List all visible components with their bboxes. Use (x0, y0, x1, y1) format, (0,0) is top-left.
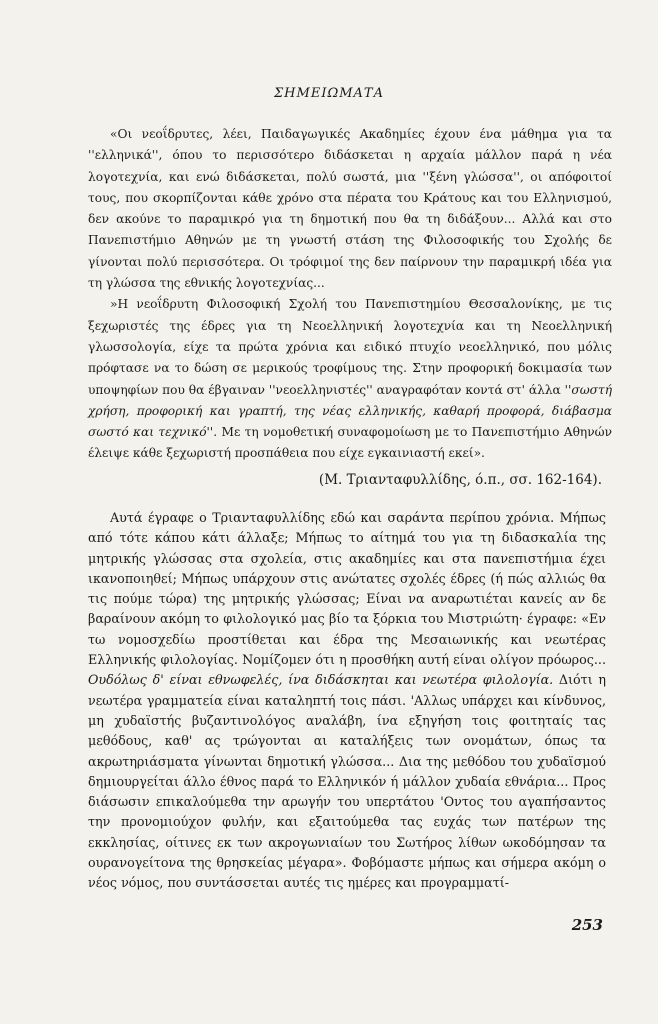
running-header: ΣΗΜΕΙΩΜΑΤΑ (273, 86, 384, 101)
body-text-run: Διότι η νεωτέρα γραμματεία είναι καταληπτή τοις πάσι. 'Αλλως υπάρχει και κίνδυνος, μη χυδαϊστής βυζαντινολόγος αναλάβη, ίνα εξηγήση τοις φοιτηταίς τας μεθόδους, καθ' ας τρώγονται αι καταλήξεις των ονομάτων, όπως τα ακρωτηριάσματα γίνωνται δημοτική γλώσσα... Δια της μεθόδου του χυδαϊσμού δημιουργείται άλλο έθνος παρά το Ελληνικόν ή μάλλον χυδαία εθνάρια... Προς διάσωσιν επικαλούμεθα την αρωγήν του υπερτάτου 'Οντος του αγαπήσαντος την προνομιούχον φυλήν, και εξαιτούμεθα τας ευχάς των πατέρων της εκκλησίας, οίτινες εκ των ακρογωνιαίων του Σωτήρος λίθων ωκοδόμησαν τα ουρανογείτονα της θρησκείας μέγαρα». Φοβόμαστε μήπως και σήμερα ακόμη ο νέος νόμος, που συντάσσεται αυτές τις ημέρες και προγραμματί- (88, 672, 606, 891)
quote-text: ''. Με τη νομοθετική συναφομοίωση με το Πανεπιστήμιο Αθηνών έλειψε κάθε ξεχωριστή προσπάθεια που είχε εγκαινιαστή εκεί». (88, 425, 612, 461)
body-text (88, 508, 606, 894)
quote-source: (Μ. Τριανταφυλλίδης, ό.π., σσ. 162-164). (318, 472, 602, 488)
body-text-run: Αυτά έγραφε ο Τριανταφυλλίδης εδώ και σαράντα περίπου χρόνια. Μήπως από τότε κάπου κάτι άλλαξε; Μήπως το αίτημά του για τη διδασκαλία της μητρικής γλώσσας στα σχολεία, στις ακαδημίες και στα πανεπιστήμια έχει ικανοποιηθεί; Μήπως υπάρχουν στις ανώτατες σχολές έδρες (ή πώς αλλιώς θα τις πούμε τώρα) της μητρικής γλώσσας; Είναι να αναρωτιέται κανείς αν δε βαραίνουν ακόμη το φιλολογικό μας βίο τα ξόρκια του Μιστριώτη· έγραφε: «Εν τω νομοσχεδίω προστίθεται και έδρα της Μεσαιωνικής και νεωτέρας Ελληνικής φιλολογίας. Νομίζομεν ότι η προσθήκη αυτή είναι ολίγον πρόωρος... (88, 510, 606, 668)
body-paragraph (88, 508, 606, 894)
block-quote (88, 124, 612, 465)
quote-text: »Η νεοΐδρυτη Φιλοσοφική Σχολή του Πανεπιστημίου Θεσσαλονίκης, με τις ξεχωριστές της έδρες για τη Νεοελληνική λογοτεχνία και τη Νεοελληνική γλωσσολογία, είχε τα πρώτα χρόνια και ειδικό πτυχίο νεοελληνικό, που μόλις πρόφτασε να το δώση σε μερικούς τροφίμους της. Στην προφορική δοκιμασία των υποψηφίων που θα έβγαιναν ''νεοελληνιστές'' αναγραφόταν κοντά στ' άλλα '' (88, 297, 612, 397)
quote-paragraph-1: «Οι νεοΐδρυτες, λέει, Παιδαγωγικές Ακαδημίες έχουν ένα μάθημα για τα ''ελληνικά'', όπου το περισσότερο διδάσκεται η αρχαία μάλλον παρά η νέα λογοτεχνία, και ενώ διδάσκεται, πολύ σωστά, μια ''ξένη γλώσσα'', οι απόφοιτοί τους, που σκορπίζονται κάθε χρόνο στα πέρατα του Κράτους και του Ελληνισμού, δεν ακούνε το παραμικρό για τη δημοτική που θα τη διδάξουν... Αλλά και στο Πανεπιστήμιο Αθηνών με τη γνωστή στάση της Φιλοσοφικής του Σχολής δε γίνονται πολύ περισσότερα. Οι τρόφιμοί της δεν παίρνουν την παραμικρή ιδέα για τη γλώσσα της εθνικής λογοτεχνίας... (88, 127, 612, 291)
body-italic-text: Ουδόλως δ' είναι εθνωφελές, ίνα διδάσκηται και νεωτέρα φιλολογία. (88, 672, 554, 688)
quote-italic-text: σωστή χρήση, προφορική και γραπτή, της νέας ελληνικής, καθαρή προφορά, διάβασμα σωστό και τεχνικό (88, 382, 612, 440)
quote-paragraph-2 (88, 294, 612, 464)
page-number: 253 (571, 916, 603, 934)
